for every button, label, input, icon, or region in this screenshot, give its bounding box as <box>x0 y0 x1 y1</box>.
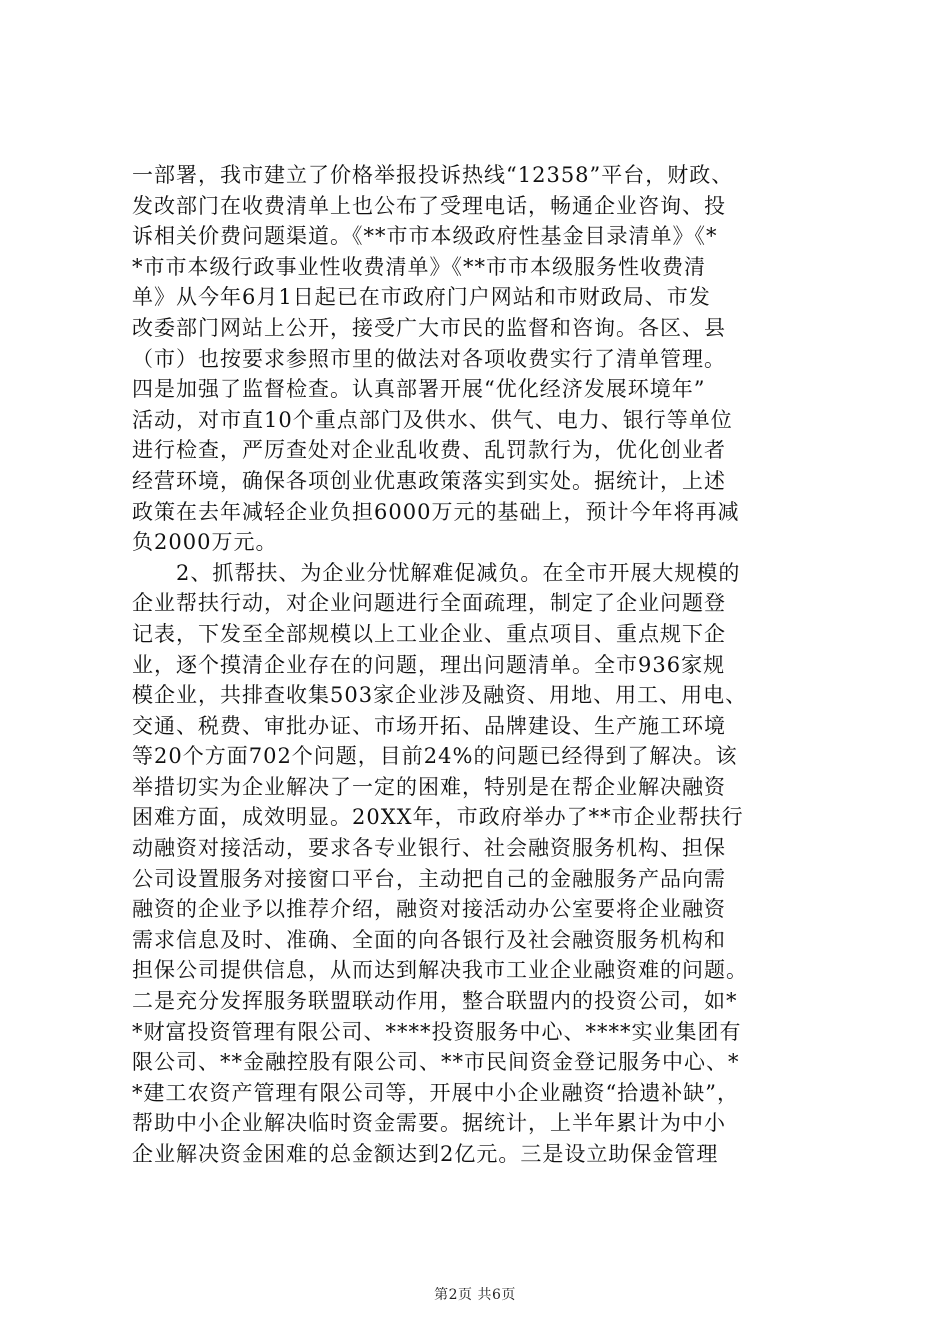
text-line: 改委部门网站上公开，接受广大市民的监督和咨询。各区、县 <box>132 315 726 340</box>
text-line: 单》从今年6月1日起已在市政府门户网站和市财政局、市发 <box>132 285 711 310</box>
text-line: 等20个方面702个问题，目前24%的问题已经得到了解决。该 <box>132 744 738 769</box>
text-line: 二是充分发挥服务联盟联动作用，整合联盟内的投资公司，如* <box>132 989 738 1014</box>
text-line: 政策在去年减轻企业负担6000万元的基础上，预计今年将再减 <box>132 499 740 524</box>
text-line: 限公司、**金融控股有限公司、**市民间资金登记服务中心、* <box>132 1050 740 1075</box>
text-line: 交通、税费、审批办证、市场开拓、品牌建设、生产施工环境 <box>132 713 726 738</box>
text-line: 担保公司提供信息，从而达到解决我市工业企业融资难的问题。 <box>132 958 748 983</box>
text-line: 负2000万元。 <box>132 530 278 555</box>
text-line: 企业解决资金困难的总金额达到2亿元。三是设立助保金管理 <box>132 1142 719 1166</box>
text-line: 困难方面，成效明显。20XX年，市政府举办了**市企业帮扶行 <box>132 805 744 830</box>
text-line: 进行检查，严厉查处对企业乱收费、乱罚款行为，优化创业者 <box>132 438 726 463</box>
text-line: 企业帮扶行动，对企业问题进行全面疏理，制定了企业问题登 <box>132 591 726 616</box>
text-line: *财富投资管理有限公司、****投资服务中心、****实业集团有 <box>132 1019 742 1044</box>
text-line: 公司设置服务对接窗口平台，主动把自己的金融服务产品向需 <box>132 866 726 891</box>
text-line: 记表，下发至全部规模以上工业企业、重点项目、重点规下企 <box>132 621 726 646</box>
page-footer <box>0 1284 950 1304</box>
paragraph-start-line: 2、抓帮扶、为企业分忧解难促减负。在全市开展大规模的 <box>132 560 741 585</box>
text-line: 举措切实为企业解决了一定的困难，特别是在帮企业解决融资 <box>132 774 726 799</box>
text-line: 诉相关价费问题渠道。《**市市本级政府性基金目录清单》《* <box>132 224 718 249</box>
text-line: 一部署，我市建立了价格举报投诉热线“12358”平台，财政、 <box>132 163 734 187</box>
text-line: *建工农资产管理有限公司等，开展中小企业融资“拾遗补缺”， <box>132 1080 739 1105</box>
text-line: 业，逐个摸清企业存在的问题，理出问题清单。全市936家规 <box>132 652 726 677</box>
text-line: 帮助中小企业解决临时资金需要。据统计，上半年累计为中小 <box>132 1111 726 1136</box>
text-line: 发改部门在收费清单上也公布了受理电话，畅通企业咨询、投 <box>132 193 726 218</box>
text-line: 四是加强了监督检查。认真部署开展“优化经济发展环境年” <box>132 377 706 402</box>
page-number: 第2页 共6页 <box>434 1287 516 1303</box>
text-line: *市市本级行政事业性收费清单》《**市市本级服务性收费清 <box>132 254 706 279</box>
text-line: 动融资对接活动，要求各专业银行、社会融资服务机构、担保 <box>132 836 726 861</box>
text-line: （市）也按要求参照市里的做法对各项收费实行了清单管理。 <box>132 346 726 371</box>
text-line: 融资的企业予以推荐介绍，融资对接活动办公室要将企业融资 <box>132 897 726 922</box>
text-line: 活动，对市直10个重点部门及供水、供气、电力、银行等单位 <box>132 407 733 432</box>
text-line: 经营环境，确保各项创业优惠政策落实到实处。据统计，上述 <box>132 468 726 493</box>
body-text <box>132 160 832 1170</box>
text-line: 需求信息及时、准确、全面的向各银行及社会融资服务机构和 <box>132 927 726 952</box>
text-line: 模企业，共排查收集503家企业涉及融资、用地、用工、用电、 <box>132 683 748 708</box>
